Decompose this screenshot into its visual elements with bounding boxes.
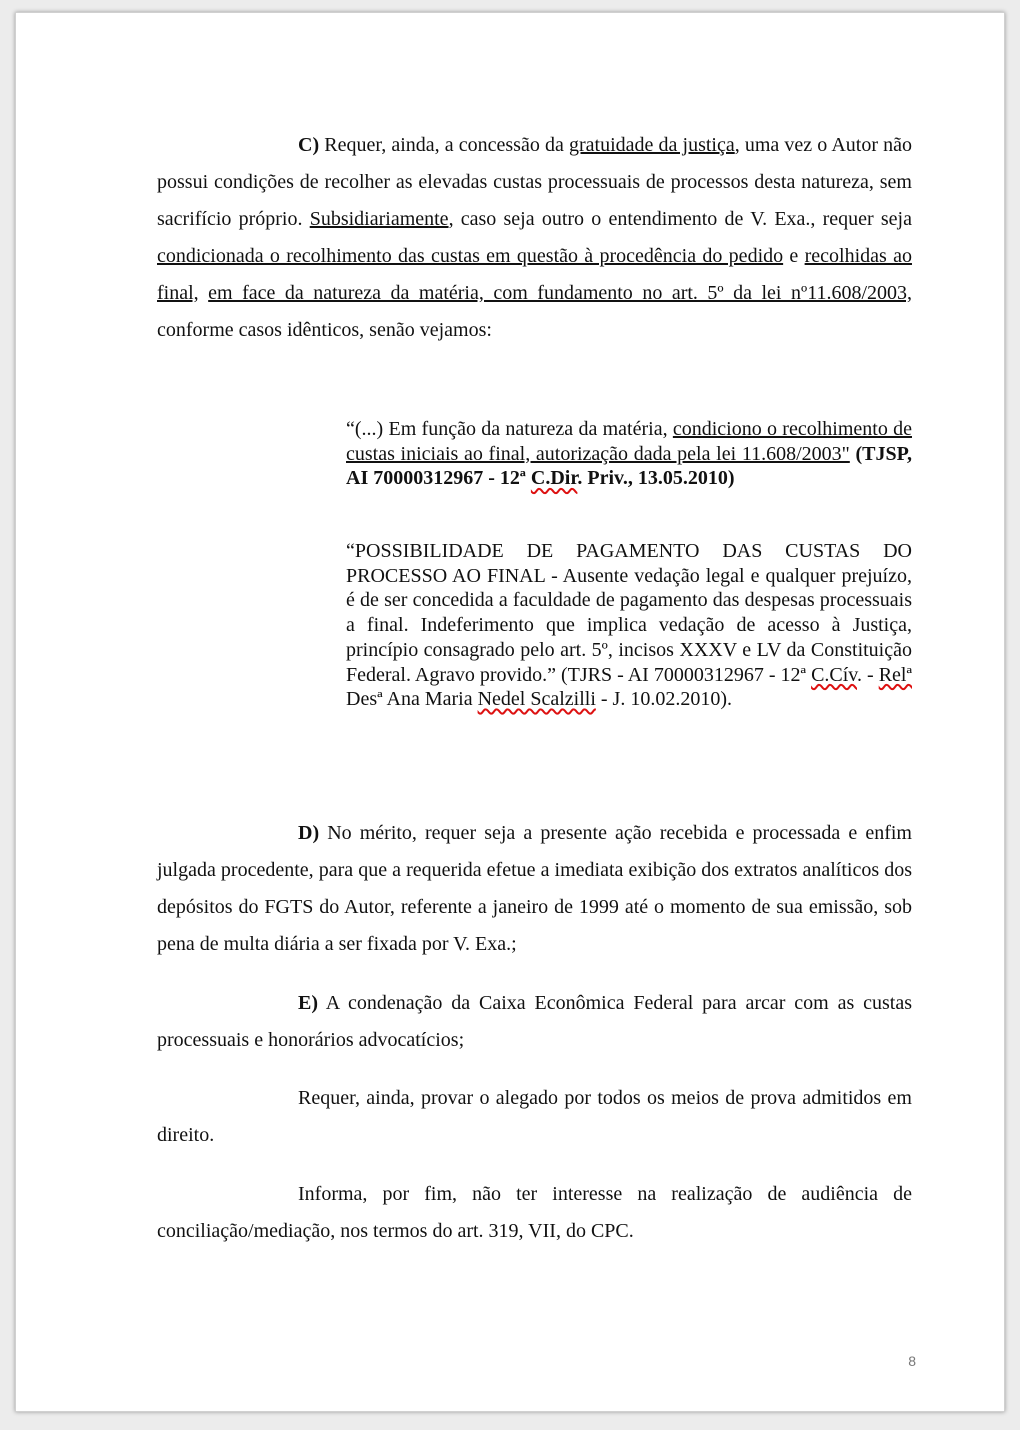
citation-tjrs [346,539,912,712]
text-segment: , uma vez o Autor não possui condições de recolher as elevadas custas processuais de processos desta natureza, sem sacrifício próprio. [157,134,912,230]
underlined-fundamento: em face da natureza da matéria, com fundamento no art. 5º da lei nº11.608/2003, [208,282,913,304]
text-segment [199,282,209,304]
text-segment: conforme casos idênticos, senão vejamos: [157,319,492,341]
paragraph-e [157,985,912,1059]
text-segment: e [783,245,805,267]
underlined-condiciono: condiciono o recolhimento de custas iniciais ao final, autorização dada pela lei 11.608/2003" [346,418,912,465]
text-segment: , caso seja outro o entendimento de V. Exa., requer seja [448,208,912,230]
underlined-gratuidade: gratuidade da justiça [568,134,735,156]
text-segment: Desª Ana Maria [346,688,478,711]
paragraph-provas [157,1080,912,1154]
citation-tjsp [346,417,912,491]
text-segment: No mérito, requer seja a presente ação recebida e processada e enfim julgada procedente, para que a requerida efetue a imediata exibição dos extratos analíticos dos depósitos do FGTS do Autor, referente a janeiro de 1999 até o momento de sua emissão, sob pena de multa diária a ser fixada por V. Exa.; [157,822,912,955]
text-segment: “POSSIBILIDADE DE PAGAMENTO DAS CUSTAS DO PROCESSO AO FINAL - Ausente vedação legal e qualquer prejuízo, é de ser concedida a faculdade de pagamento das despesas processuais a final. Indeferimento que implica vedação de acesso à Justiça, princípio consagrado pelo art. 5º, incisos XXXV e LV da Constituição Federal. Agravo provido.” (TJRS - AI 70000312967 - 12ª [346,540,912,686]
underlined-recolhidas: recolhidas ao final, [157,245,912,304]
paragraph-c [157,127,912,349]
text-segment: Informa, por fim, não ter interesse na realização de audiência de conciliação/mediação, nos termos do art. 319, VII, do CPC. [157,1183,912,1242]
document-page [15,12,1005,1412]
text-segment: - J. 10.02.2010). [595,688,732,711]
text-segment: A condenação da Caixa Econômica Federal para arcar com as custas processuais e honorários advocatícios; [157,992,912,1051]
paragraph-c-label: C) [298,134,320,156]
paragraph-d [157,815,912,963]
text-segment: . - [857,663,879,686]
spellcheck-word: Relª [878,663,912,686]
text-segment: “(...) Em função da natureza da matéria, [346,418,673,440]
paragraph-e-label: E) [298,992,318,1014]
text-segment: Requer, ainda, provar o alegado por todos os meios de prova admitidos em direito. [157,1087,912,1146]
paragraph-audiencia [157,1176,912,1250]
spellcheck-word: C.Cív [811,663,857,686]
underlined-subsidiariamente: Subsidiariamente [309,208,449,230]
text-segment: Requer, ainda, a concessão da [319,134,569,156]
paragraph-d-label: D) [298,822,320,844]
spellcheck-word: C.Dir [530,467,578,490]
text-segment: (TJSP, AI 70000312967 - 12ª [346,442,912,490]
spellcheck-word: Nedel Scalzilli [477,688,596,711]
text-segment: . Priv., 13.05.2010) [577,467,735,490]
page-number: 8 [908,1353,916,1369]
underlined-condicionada: condicionada o recolhimento das custas em questão à procedência do pedido [157,245,784,267]
